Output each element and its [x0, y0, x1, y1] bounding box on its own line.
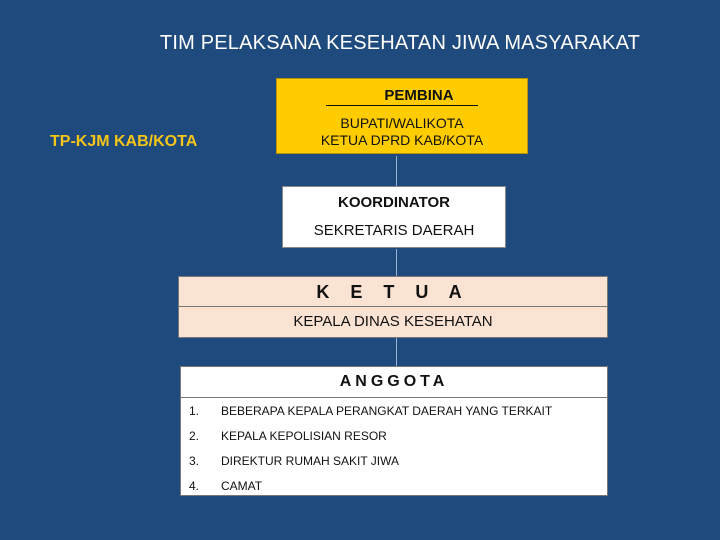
ketua-heading: K E T U A [178, 276, 608, 307]
connector-ketua-anggota [396, 338, 397, 366]
list-item-text: KEPALA KEPOLISIAN RESOR [221, 428, 387, 443]
list-item-text: CAMAT [221, 478, 263, 493]
connector-pembina-koordinator [396, 156, 397, 186]
koordinator-box [282, 186, 506, 248]
list-item-number: 3. [189, 453, 200, 468]
pembina-heading: PEMBINA [326, 87, 477, 106]
list-item-number: 4. [189, 478, 200, 493]
anggota-box [180, 366, 608, 496]
koordinator-sub: SEKRETARIS DAERAH [313, 222, 475, 239]
pembina-line-2: KETUA DPRD KAB/KOTA [320, 132, 484, 148]
page-title: TIM PELAKSANA KESEHATAN JIWA MASYARAKAT [159, 32, 641, 54]
ketua-sub: KEPALA DINAS KESEHATAN [178, 307, 608, 338]
pembina-box [276, 78, 528, 154]
list-item [181, 423, 607, 448]
list-item-number: 1. [189, 403, 200, 418]
pembina-line-1: BUPATI/WALIKOTA [340, 115, 464, 131]
ketua-box [178, 276, 608, 338]
list-item [181, 448, 607, 473]
list-item-text: DIREKTUR RUMAH SAKIT JIWA [221, 453, 400, 468]
list-item-number: 2. [189, 428, 200, 443]
connector-koordinator-ketua [396, 249, 397, 276]
list-item-text: BEBERAPA KEPALA PERANGKAT DAERAH YANG TERKAIT [221, 403, 553, 418]
list-item [181, 398, 607, 423]
list-item [181, 473, 607, 498]
koordinator-heading: KOORDINATOR [338, 194, 450, 211]
anggota-heading: ANGGOTA [181, 367, 607, 398]
team-label: TP-KJM KAB/KOTA [50, 133, 198, 150]
